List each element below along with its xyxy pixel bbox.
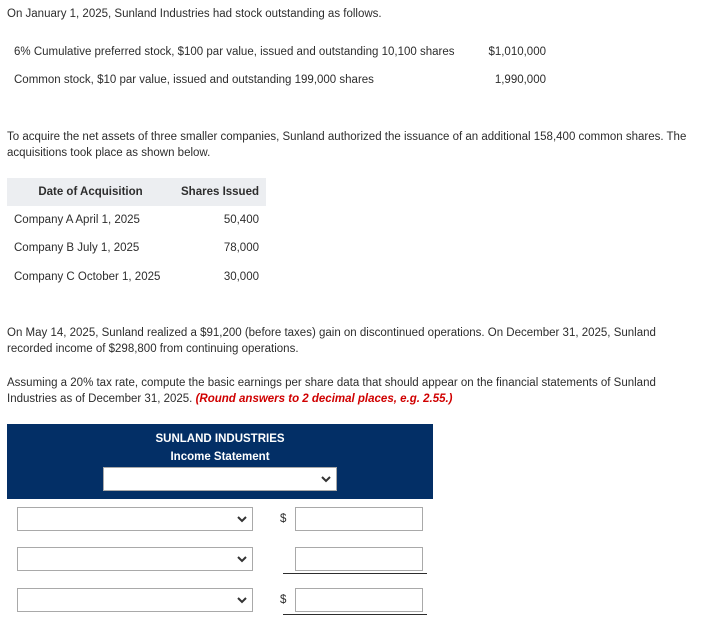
acquisition-paragraph: To acquire the net assets of three smaller companies, Sunland authorized the issuance of an additional 158,400 common shares. The acquisitions took place as shown below. [7, 131, 687, 159]
table-row-shares: 78,000 [223, 242, 259, 254]
rounding-note: (Round answers to 2 decimal places, e.g. 2.55.) [195, 393, 453, 405]
total-underline [283, 614, 427, 615]
chevron-down-icon [236, 553, 248, 565]
chevron-down-icon [236, 513, 248, 525]
instructions-text: Assuming a 20% tax rate, compute the basic earnings per share data that should appear on the financial statements of Sunland Industries as of December 31, 2025. [7, 377, 656, 405]
table-row-label: Company B July 1, 2025 [14, 242, 140, 254]
header-date-of-acquisition: Date of Acquisition [7, 178, 174, 206]
table-row-label: Company C October 1, 2025 [14, 271, 161, 283]
preferred-stock-label: 6% Cumulative preferred stock, $100 par value, issued and outstanding 10,100 shares [14, 46, 455, 58]
subtotal-underline [283, 573, 427, 574]
line-item-select[interactable] [17, 588, 253, 612]
instructions-paragraph [7, 375, 677, 407]
currency-symbol: $ [280, 594, 287, 606]
line-item-select[interactable] [17, 547, 253, 571]
currency-symbol: $ [280, 513, 287, 525]
amount-input[interactable] [295, 547, 423, 571]
amount-input[interactable] [295, 588, 423, 612]
header-shares-issued: Shares Issued [174, 178, 266, 206]
line-item-select[interactable] [17, 507, 253, 531]
table-row-label: Company A April 1, 2025 [14, 214, 140, 226]
period-select[interactable] [103, 467, 337, 491]
statement-header [7, 424, 433, 499]
common-stock-amount: 1,990,000 [494, 74, 546, 86]
table-row-shares: 30,000 [223, 271, 259, 283]
company-name: SUNLAND INDUSTRIES [155, 433, 285, 445]
amount-input[interactable] [295, 507, 423, 531]
chevron-down-icon [320, 473, 332, 485]
table-row-shares: 50,400 [223, 214, 259, 226]
intro-text: On January 1, 2025, Sunland Industries had stock outstanding as follows. [7, 8, 382, 20]
statement-title: Income Statement [170, 451, 270, 463]
gain-paragraph: On May 14, 2025, Sunland realized a $91,200 (before taxes) gain on discontinued operations. On December 31, 2025, Sunland recorded income of $298,800 from continuing operations. [7, 327, 656, 355]
chevron-down-icon [236, 594, 248, 606]
common-stock-label: Common stock, $10 par value, issued and outstanding 199,000 shares [14, 74, 374, 86]
preferred-stock-amount: $1,010,000 [488, 46, 546, 58]
